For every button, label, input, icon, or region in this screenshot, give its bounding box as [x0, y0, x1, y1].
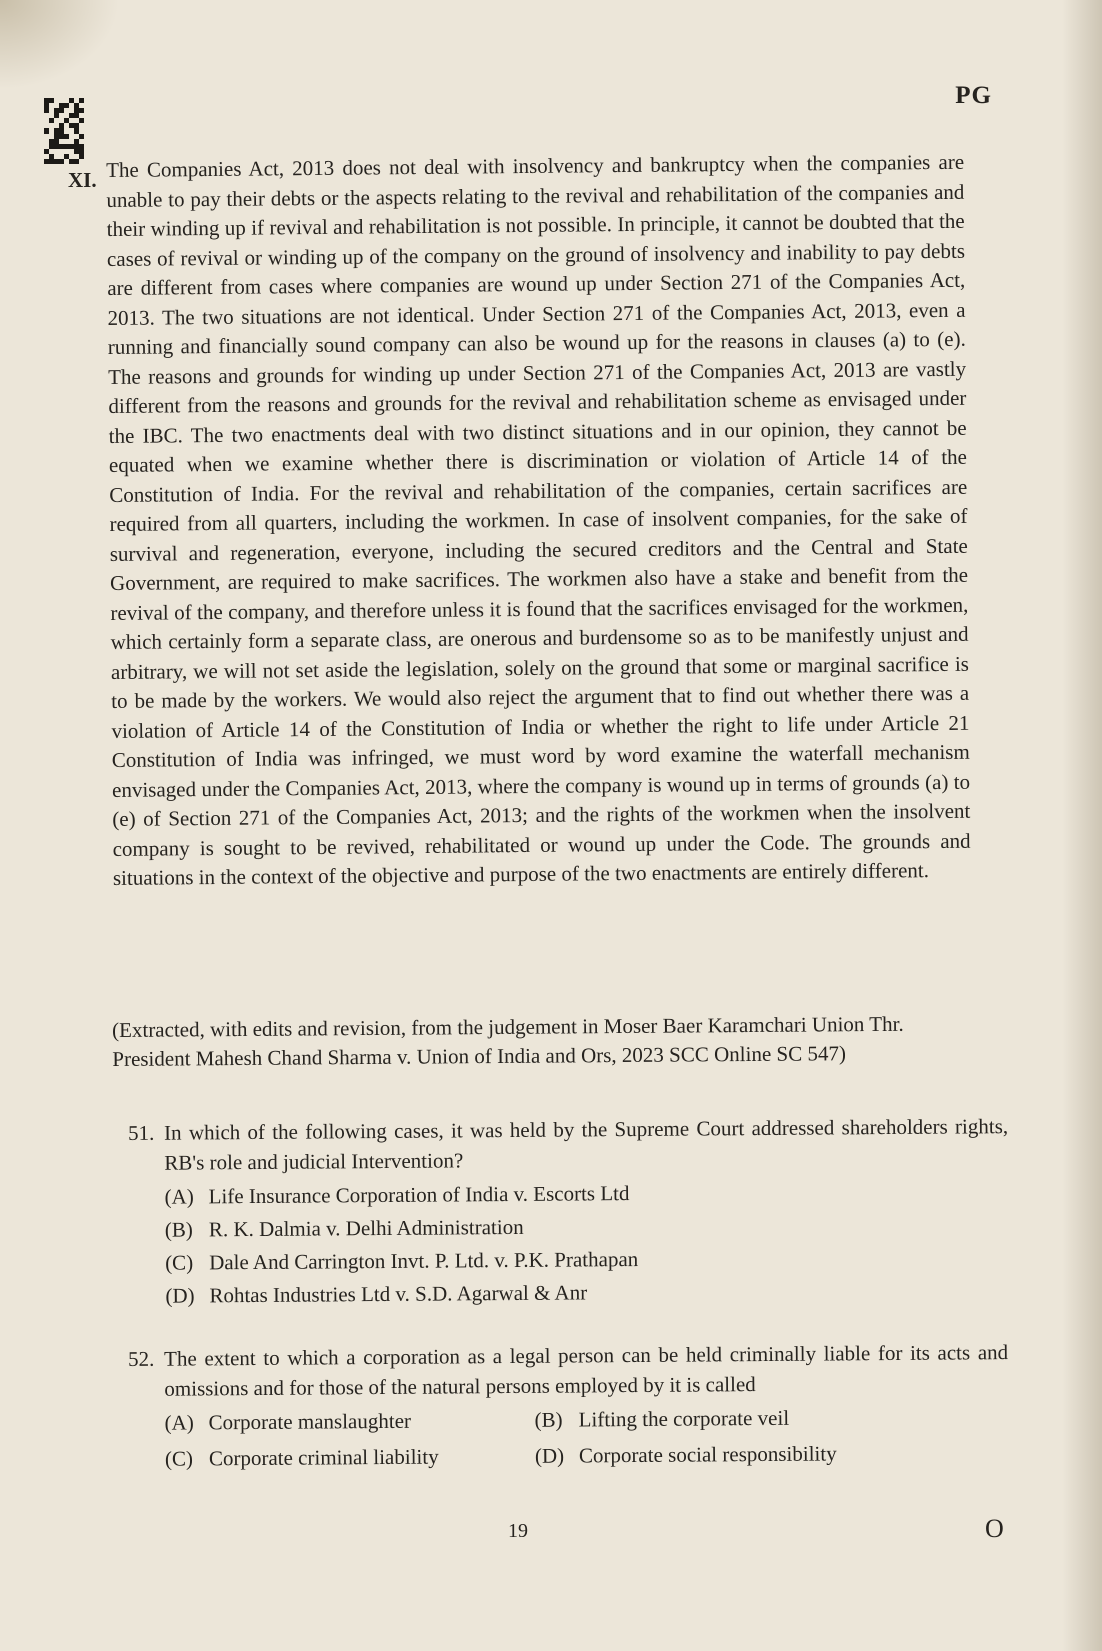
passage-source: (Extracted, with edits and revision, from the judgement in Moser Baer Karamchari Union Thr. President Mahesh Chand Sharma v. Union of India and Ors, 2023 SCC Online SC 547): [112, 1011, 904, 1071]
option-label: (B): [534, 1407, 563, 1432]
option-text: Corporate social responsibility: [578, 1441, 837, 1468]
question-text: In which of the following cases, it was held by the Supreme Court addressed shareholders rights, RB's role and judicial Intervention?: [164, 1114, 1009, 1175]
question-text: The extent to which a corporation as a legal person can be held criminally liable for its acts and omissions and for those of the natural persons employed by it is called: [164, 1340, 1009, 1401]
option-label: (D): [534, 1443, 565, 1468]
paper-code: PG: [955, 82, 992, 109]
option-label: (C): [164, 1446, 193, 1471]
passage-number: XI.: [68, 168, 97, 192]
option-b[interactable]: [534, 1402, 954, 1435]
option-text: Dale And Carrington Invt. P. Ltd. v. P.K. Prathapan: [209, 1246, 639, 1275]
option-text: Rohtas Industries Ltd v. S.D. Agarwal & Anr: [209, 1280, 588, 1308]
option-a[interactable]: [165, 1175, 1009, 1212]
option-c[interactable]: [165, 1441, 535, 1474]
question-52: [128, 1337, 1009, 1477]
option-text: Life Insurance Corporation of India v. Escorts Ltd: [208, 1181, 630, 1209]
option-c[interactable]: [165, 1241, 1009, 1278]
option-text: Lifting the corporate veil: [578, 1405, 790, 1432]
option-label: (A): [164, 1184, 194, 1209]
option-label: (C): [165, 1250, 194, 1275]
question-51: [128, 1111, 1010, 1314]
options-grid: [165, 1401, 1010, 1477]
qr-code-icon: [44, 98, 84, 164]
page-number: 19: [508, 1520, 528, 1542]
option-text: Corporate criminal liability: [208, 1444, 439, 1471]
option-d[interactable]: [535, 1438, 955, 1471]
options-list: [165, 1175, 1010, 1311]
option-d[interactable]: [165, 1274, 1009, 1311]
option-label: (D): [165, 1283, 195, 1308]
question-number: 52.: [128, 1346, 155, 1371]
option-text: Corporate manslaughter: [208, 1408, 412, 1435]
option-text: R. K. Dalmia v. Delhi Administration: [208, 1214, 524, 1242]
question-number: 51.: [128, 1120, 155, 1145]
option-b[interactable]: [165, 1208, 1009, 1245]
option-label: (A): [164, 1410, 194, 1435]
option-a[interactable]: [165, 1405, 535, 1438]
passage-text: The Companies Act, 2013 does not deal with insolvency and bankruptcy when the companies are unable to pay their debts or the aspects relating to the revival and rehabilitation of the companies and their winding up if revival and rehabilitation is not possible. In principle, it cannot be doubted that the cases of revival or winding up of the company on the ground of insolvency and inability to pay debts are different from cases where companies are wound up under Section 271 of the Companies Act, 2013. The two situations are not identical. Under Section 271 of the Companies Act, 2013, even a running and financially sound company can also be wound up for the reasons in clauses (a) to (e). The reasons and grounds for winding up under Section 271 of the Companies Act, 2013 are vastly different from the reasons and grounds for the revival and rehabilitation scheme as envisaged under the IBC. The two enactments deal with two distinct situations and in our opinion, they cannot be equated when we examine whether there is discrimination or violation of Article 14 of the Constitution of India. For the revival and rehabilitation of the companies, certain sacrifices are required from all quarters, including the workmen. In case of insolvent companies, for the sake of survival and regeneration, everyone, including the secured creditors and the Central and State Government, are required to make sacrifices. The workmen also have a stake and benefit from the revival of the company, and therefore unless it is found that the sacrifices envisaged for the workmen, which certainly form a separate class, are onerous and burdensome so as to be manifestly unjust and arbitrary, we will not set aside the legislation, solely on the ground that some or marginal sacrifice is to be made by the workers. We would also reject the argument that to find out whether there was a violation of Article 14 of the Constitution of India or whether the right to life under Article 21 Constitution of India was infringed, we must word by word examine the waterfall mechanism envisaged under the Companies Act, 2013, where the company is wound up in terms of grounds (a) to (e) of Section 271 of the Companies Act, 2013; and the rights of the workmen when the insolvent company is sought to be revived, rehabilitated or wound up under the Code. The grounds and situations in the context of the objective and purpose of the two enactments are entirely different.: [106, 149, 971, 890]
series-mark: O: [985, 1514, 1004, 1543]
option-label: (B): [164, 1217, 193, 1242]
passage-body: [106, 148, 971, 894]
